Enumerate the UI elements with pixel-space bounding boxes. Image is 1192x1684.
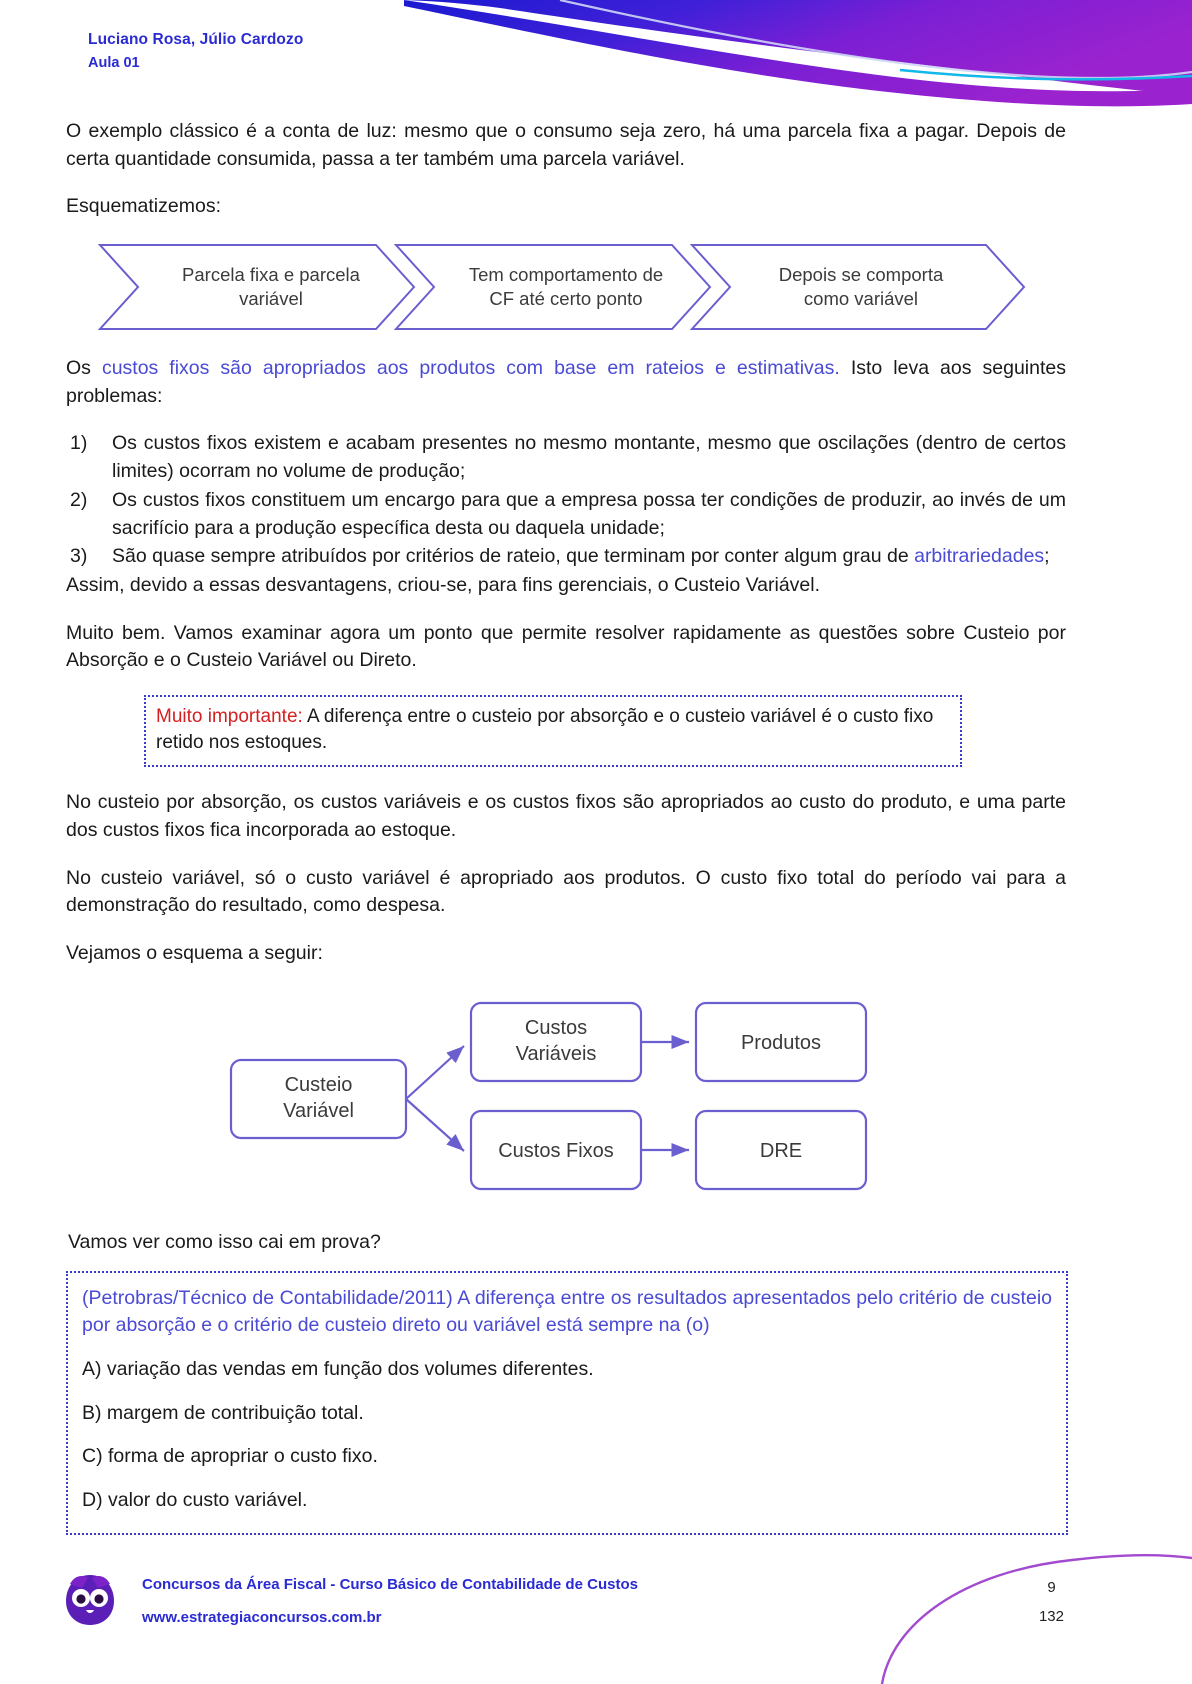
question-alternative-a[interactable]: A) variação das vendas em função dos volumes diferentes. bbox=[82, 1357, 594, 1380]
chevron-step-2-label bbox=[441, 263, 691, 310]
list-item-text: Os custos fixos constituem um encargo para que a empresa possa ter condições de produzir, ao invés de um sacrifício para a produção específica desta ou daquela unidade; bbox=[112, 488, 1066, 539]
footer-decorative-arc bbox=[872, 1544, 1192, 1684]
important-body: A diferença entre o custeio por absorção e o custeio variável é o custo fixo retido nos estoques. bbox=[156, 705, 934, 754]
chevron-step-3-line1: Depois se comporta bbox=[778, 264, 944, 286]
flow-node-var-costs-label bbox=[471, 1015, 641, 1067]
document-content bbox=[66, 118, 1066, 1535]
footer-website[interactable]: www.estrategiaconcursos.com.br bbox=[142, 1608, 382, 1626]
list-item-number: 2) bbox=[70, 488, 88, 511]
problems-list bbox=[66, 430, 1066, 570]
chevron-step-3-label bbox=[736, 263, 986, 310]
chevron-step-1-line2: variável bbox=[239, 287, 303, 309]
paragraph-vamos-ver: Vamos ver como isso cai em prova? bbox=[68, 1230, 381, 1253]
important-callout-box bbox=[144, 695, 962, 767]
list-item bbox=[66, 543, 1066, 571]
flow-node-source-label bbox=[231, 1072, 406, 1124]
para3-highlight: custos fixos são apropriados aos produtos com base em rateios e estimativas. bbox=[101, 357, 840, 380]
flow-source-line1: Custeio bbox=[284, 1073, 353, 1096]
paragraph-muito-bem: Muito bem. Vamos examinar agora um ponto que permite resolver rapidamente as questões sobre Custeio por Absorção e o Custeio Variável ou Direto. bbox=[66, 621, 1066, 672]
paragraph-intro: O exemplo clássico é a conta de luz: mesmo que o consumo seja zero, há uma parcela fixa a pagar. Depois de certa quantidade consumida, passa a ter também uma parcela variável. bbox=[66, 120, 1066, 170]
question-alternative-b[interactable]: B) margem de contribuição total. bbox=[82, 1401, 364, 1424]
flow-node-products-label: Produtos bbox=[740, 1031, 822, 1054]
paragraph-esquematizemos: Esquematizemos: bbox=[66, 195, 221, 218]
flow-source-line2: Variável bbox=[283, 1099, 354, 1122]
chevron-step-3-line2: como variável bbox=[803, 287, 919, 309]
paragraph-custos-fixos bbox=[66, 355, 1066, 410]
chevron-step-1-label bbox=[146, 263, 396, 310]
flow-arrow-source-to-fixed bbox=[406, 1099, 464, 1151]
list-item-text: Os custos fixos existem e acabam presentes no mesmo montante, mesmo que oscilações (dentro de certos limites) ocorram no volume de produção; bbox=[112, 432, 1066, 483]
chevron-step-1-line1: Parcela fixa e parcela bbox=[182, 264, 360, 286]
para3-suffix: Isto leva aos seguintes problemas: bbox=[66, 357, 1066, 407]
header-aula: Aula 01 bbox=[88, 55, 140, 72]
owl-logo-icon bbox=[62, 1572, 118, 1628]
footer-text-block bbox=[142, 1574, 638, 1626]
question-alternative-c[interactable]: C) forma de apropriar o custo fixo. bbox=[82, 1445, 378, 1468]
footer-page-total: 132 bbox=[1038, 1607, 1064, 1625]
header-meta bbox=[88, 28, 303, 71]
paragraph-vejamos: Vejamos o esquema a seguir: bbox=[66, 942, 323, 965]
question-stem: (Petrobras/Técnico de Contabilidade/2011) A diferença entre os resultados apresentados pelo critério de custeio por absorção e o critério de custeio direto ou variável está sempre na (o) bbox=[82, 1286, 1052, 1337]
chevron-step-2-line1: Tem comportamento de bbox=[468, 264, 664, 286]
exam-question-box bbox=[66, 1271, 1068, 1535]
list-item-number: 3) bbox=[70, 545, 88, 568]
flow-node-fixed-costs-label: Custos Fixos bbox=[498, 1139, 614, 1162]
list-item-text-highlight: arbitrariedades bbox=[914, 545, 1045, 568]
footer-page-current: 9 bbox=[1047, 1579, 1056, 1596]
para3-prefix: Os bbox=[66, 357, 102, 380]
question-alternative-d[interactable]: D) valor do custo variável. bbox=[82, 1488, 308, 1511]
important-label: Muito importante: bbox=[156, 705, 303, 727]
list-item-text-before: São quase sempre atribuídos por critérios de rateio, que terminam por conter algum grau de bbox=[112, 545, 915, 568]
chevron-step-2-line2: CF até certo ponto bbox=[489, 287, 643, 309]
chevron-process-diagram bbox=[96, 241, 1036, 333]
list-item bbox=[66, 430, 1066, 485]
list-item-text-after: ; bbox=[1044, 545, 1050, 568]
flow-var-line1: Custos bbox=[524, 1016, 588, 1039]
footer-course-name: Concursos da Área Fiscal - Curso Básico de Contabilidade de Custos bbox=[142, 1576, 638, 1593]
page-footer bbox=[0, 1544, 1192, 1684]
flow-arrow-source-to-var bbox=[406, 1046, 464, 1099]
list-item bbox=[66, 487, 1066, 542]
paragraph-absorcao: No custeio por absorção, os custos variáveis e os custos fixos são apropriados ao custo do produto, e uma parte dos custos fixos fica incorporada ao estoque. bbox=[66, 791, 1066, 842]
list-item-number: 1) bbox=[70, 432, 88, 455]
important-callout-text bbox=[156, 704, 950, 756]
custeio-variavel-flow-diagram bbox=[66, 988, 1066, 1203]
paragraph-variavel: No custeio variável, só o custo variável é apropriado aos produtos. O custo fixo total do período vai para a demonstração do resultado, como despesa. bbox=[66, 866, 1066, 917]
flow-node-dre-label: DRE bbox=[759, 1139, 803, 1162]
flow-var-line2: Variáveis bbox=[515, 1042, 597, 1065]
header-authors: Luciano Rosa, Júlio Cardozo bbox=[88, 31, 304, 48]
paragraph-assim: Assim, devido a essas desvantagens, criou-se, para fins gerenciais, o Custeio Variável. bbox=[66, 573, 821, 596]
